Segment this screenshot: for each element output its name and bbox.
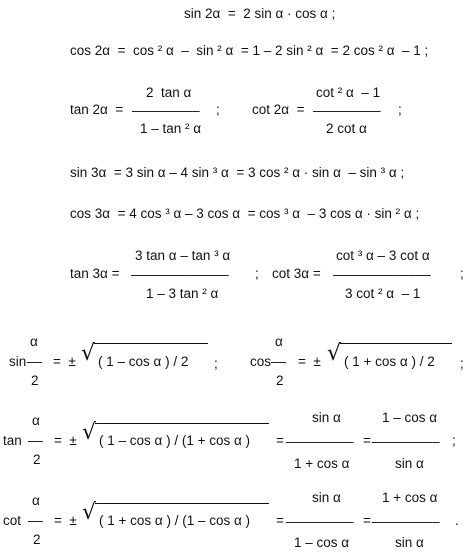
cot-half-fn: cot [3,513,22,528]
tan-half-radical-bar [95,423,269,424]
cot-3a-numerator: cot ³ α – 3 cot α [336,248,430,263]
cot-half-eq3: = [363,513,371,528]
formula-cos-3a: cos 3α = 4 cos ³ α – 3 cos α = cos ³ α – 3 cos α · sin ² α ; [70,206,420,221]
cot-2a-fraction-bar: ––––––––– [313,103,381,118]
sqrt-icon: √ [82,500,97,525]
tan-half-eq: = ± [54,433,77,448]
cos-half-bar: –– [271,354,287,369]
formula-cos-2a: cos 2α = cos ² α – sin ² α = 1 – 2 sin ² α = 2 cos ² α – 1 ; [70,43,429,58]
cos-half-two: 2 [276,373,284,388]
tan-half-den1: 1 + cos α [294,456,350,471]
tan-half-num2: 1 – cos α [382,410,438,425]
tan-half-num1: sin α [312,410,341,425]
tan-half-end: ; [452,433,456,448]
cot-half-radicand: ( 1 + cos α ) / (1 – cos α ) [99,513,251,528]
cot-half-eq: = ± [54,513,77,528]
cos-half-radical-bar [340,343,452,344]
cos-half-end: ; [460,356,464,371]
tan-2a-fraction-bar: ––––––––– [132,103,200,118]
tan-half-fn: tan [3,433,22,448]
cos-half-radicand: ( 1 + cos α ) / 2 [344,354,435,369]
cot-half-num1: sin α [312,490,341,505]
tan-half-bar1: ––––––––– [286,434,354,449]
sin-half-two: 2 [31,373,39,388]
tan-half-two: 2 [33,452,41,467]
cot-3a-lhs: cot 3α = [272,266,321,281]
cot-half-radical-bar [95,503,269,504]
sqrt-icon: √ [81,341,96,366]
formula-sin-2a: sin 2α = 2 sin α · cos α ; [184,6,336,21]
cot-half-bar1: ––––––––– [286,514,354,529]
sin-half-alpha: α [30,334,38,349]
tan-3a-numerator: 3 tan α – tan ³ α [135,248,231,263]
cot-half-den2: sin α [395,535,424,550]
cot-half-bar2: ––––––––– [372,514,440,529]
cos-half-alpha: α [275,334,283,349]
tan-3a-end: ; [255,266,259,281]
sin-half-bar: –– [27,354,43,369]
cot-half-num2: 1 + cos α [382,490,438,505]
tan-2a-lhs: tan 2α = [70,102,124,117]
cot-2a-lhs: cot 2α = [252,102,305,117]
tan-3a-lhs: tan 3α = [70,266,120,281]
cot-2a-numerator: cot ² α – 1 [316,85,381,100]
cos-half-eq: = ± [298,354,321,369]
cot-half-end: . [455,513,459,528]
sin-half-eq: = ± [53,354,76,369]
tan-half-radicand: ( 1 – cos α ) / (1 + cos α ) [99,433,251,448]
tan-half-bar2: ––––––––– [372,434,440,449]
cot-half-two: 2 [33,532,41,547]
cot-half-den1: 1 – cos α [294,535,350,550]
tan-half-eq3: = [363,433,371,448]
tan-2a-end: ; [216,102,220,117]
sin-half-radical-bar [94,343,208,344]
cot-2a-denominator: 2 cot α [326,121,367,136]
cot-3a-fraction-bar: ––––––––––––– [333,267,431,282]
sqrt-icon: √ [82,420,97,445]
sin-half-radicand: ( 1 – cos α ) / 2 [98,354,189,369]
tan-3a-denominator: 1 – 3 tan ² α [146,286,219,301]
tan-half-bar: –– [28,433,44,448]
tan-3a-fraction-bar: ––––––––––––– [131,267,229,282]
sin-half-end: ; [214,356,218,371]
tan-2a-numerator: 2 tan α [146,85,192,100]
cot-half-eq2: = [276,513,284,528]
cos-half-fn: cos [250,354,272,369]
sqrt-icon: √ [327,341,342,366]
tan-2a-denominator: 1 – tan ² α [140,121,202,136]
tan-half-alpha: α [32,413,40,428]
cot-2a-end: ; [398,102,402,117]
tan-half-eq2: = [276,433,284,448]
cot-half-bar: –– [28,513,44,528]
cot-half-alpha: α [32,493,40,508]
tan-half-den2: sin α [395,456,424,471]
cot-3a-denominator: 3 cot ² α – 1 [345,286,421,301]
formula-sin-3a: sin 3α = 3 sin α – 4 sin ³ α = 3 cos ² α · sin α – sin ³ α ; [70,165,405,180]
cot-3a-end: ; [460,266,464,281]
sin-half-fn: sin [9,354,27,369]
